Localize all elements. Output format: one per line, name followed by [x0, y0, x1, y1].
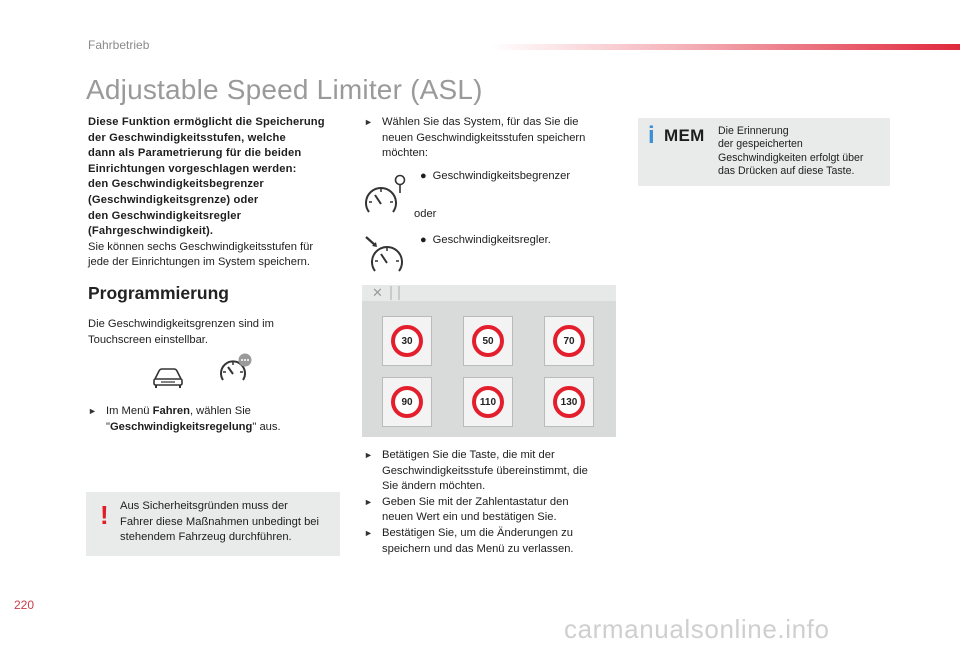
intro-bold-line: dann als Parametrierung für die beiden: [88, 147, 302, 160]
programming-text: [88, 317, 328, 348]
exclamation-icon: !: [100, 500, 109, 530]
page-number: 220: [14, 598, 35, 612]
limiter-option: [420, 169, 570, 185]
step-prefix: Im Menü: [106, 405, 153, 417]
step-arrow-icon: ►: [364, 450, 373, 460]
step-line: Betätigen Sie die Taste, die mit der: [382, 449, 555, 461]
speed-preset-button[interactable]: [463, 316, 513, 366]
step-line: Sie ändern möchten.: [382, 480, 486, 493]
close-icon[interactable]: ✕: [372, 285, 383, 300]
select-line: Wählen Sie das System, für das Sie die: [382, 116, 579, 128]
warning-line: Aus Sicherheitsgründen muss der: [120, 500, 288, 512]
intro-bold-line: (Geschwindigkeitsgrenze) oder: [88, 193, 259, 206]
cruise-control-icon: [364, 235, 408, 275]
memory-note-text: [718, 125, 888, 179]
speed-preset-button[interactable]: [382, 316, 432, 366]
step-arrow-icon: ►: [364, 117, 373, 127]
step-line: neuen Wert ein und bestätigen Sie.: [382, 511, 557, 524]
speed-preset-button[interactable]: [382, 377, 432, 427]
intro-bold-line: den Geschwindigkeitsbegrenzer: [88, 178, 264, 191]
or-text: oder: [414, 208, 437, 220]
watermark: carmanualsonline.info: [564, 614, 830, 644]
intro-bold-line: Einrichtungen vorgeschlagen werden:: [88, 162, 297, 175]
speed-sign: 110: [472, 386, 504, 418]
procedure-step: [364, 526, 619, 557]
screen-top-bar: [362, 285, 616, 301]
menu-step-text: [106, 404, 336, 435]
intro-bold-line: der Geschwindigkeitsstufen, welche: [88, 131, 286, 144]
intro-line: jede der Einrichtungen im System speichern.: [88, 256, 310, 269]
car-icon: [152, 367, 184, 389]
step-middle: , wählen Sie: [189, 405, 251, 417]
memory-info-box: [638, 118, 890, 186]
speed-sign: 30: [391, 325, 423, 357]
menu-step: [88, 404, 338, 435]
select-line: neuen Geschwindigkeitsstufen speichern: [382, 131, 586, 144]
procedure-step: [364, 495, 619, 526]
page-title: Adjustable Speed Limiter (ASL): [86, 74, 483, 105]
toolbar-divider: [390, 286, 392, 300]
memory-line: das Drücken auf diese Taste.: [718, 165, 855, 178]
step-arrow-icon: ►: [364, 496, 373, 507]
select-line: möchten:: [382, 147, 429, 160]
limiter-label: Geschwindigkeitsbegrenzer: [432, 170, 571, 182]
menu-option: Geschwindigkeitsregelung: [109, 420, 253, 433]
warning-text: [120, 499, 338, 546]
speed-sign: 90: [391, 386, 423, 418]
memory-line: Geschwindigkeiten erfolgt über: [718, 151, 864, 164]
warning-line: Fahrer diese Maßnahmen unbedingt bei: [120, 515, 320, 528]
step-line: Geben Sie mit der Zahlentastatur den: [382, 495, 569, 508]
header-accent-bar: [490, 44, 960, 50]
warning-line: stehendem Fahrzeug durchführen.: [120, 531, 292, 544]
speed-preset-button[interactable]: [544, 377, 594, 427]
speedometer-more-icon: [218, 353, 254, 385]
step-line: speichern und das Menü zu verlassen.: [382, 542, 574, 555]
programming-heading: Programmierung: [88, 283, 229, 303]
quote-close: " aus.: [252, 420, 281, 433]
procedure-step: [364, 448, 619, 495]
intro-bold-line: Diese Funktion ermöglicht die Speicherung: [88, 116, 325, 128]
programming-line: Die Geschwindigkeitsgrenzen sind im: [88, 318, 274, 330]
bullet-icon: ●: [420, 170, 427, 182]
warning-box: [86, 492, 340, 556]
intro-bold-line: den Geschwindigkeitsregler: [88, 209, 242, 222]
regulator-option: [420, 233, 551, 249]
programming-line: Touchscreen einstellbar.: [88, 333, 209, 346]
mem-label: MEM: [664, 126, 705, 145]
menu-name: Fahren: [152, 405, 190, 417]
step-line: Geschwindigkeitsstufe übereinstimmt, die: [382, 464, 588, 477]
intro-bold-line: (Fahrgeschwindigkeit).: [88, 225, 214, 238]
touchscreen-panel: [362, 285, 616, 437]
memory-line: der gespeicherten: [718, 138, 803, 151]
speed-sign: 130: [553, 386, 585, 418]
speed-preset-button[interactable]: [463, 377, 513, 427]
select-system-step: [364, 115, 614, 162]
step-arrow-icon: ►: [364, 527, 373, 538]
step-line: Bestätigen Sie, um die Änderungen zu: [382, 526, 573, 539]
intro-paragraph: [88, 115, 348, 271]
speed-limiter-icon: [364, 172, 408, 216]
step-arrow-icon: ►: [88, 406, 97, 416]
info-icon: i: [648, 122, 655, 149]
intro-line: Sie können sechs Geschwindigkeitsstufen für: [88, 240, 314, 253]
bullet-icon: ●: [420, 234, 427, 246]
procedure-steps: [364, 448, 619, 557]
section-label: Fahrbetrieb: [88, 38, 150, 52]
speed-sign: 70: [553, 325, 585, 357]
speed-sign: 50: [472, 325, 504, 357]
speed-preset-button[interactable]: [544, 316, 594, 366]
regulator-label: Geschwindigkeitsregler.: [432, 234, 551, 246]
memory-line: Die Erinnerung: [718, 125, 789, 137]
quote-open: ": [106, 420, 110, 433]
toolbar-divider: [398, 286, 400, 300]
